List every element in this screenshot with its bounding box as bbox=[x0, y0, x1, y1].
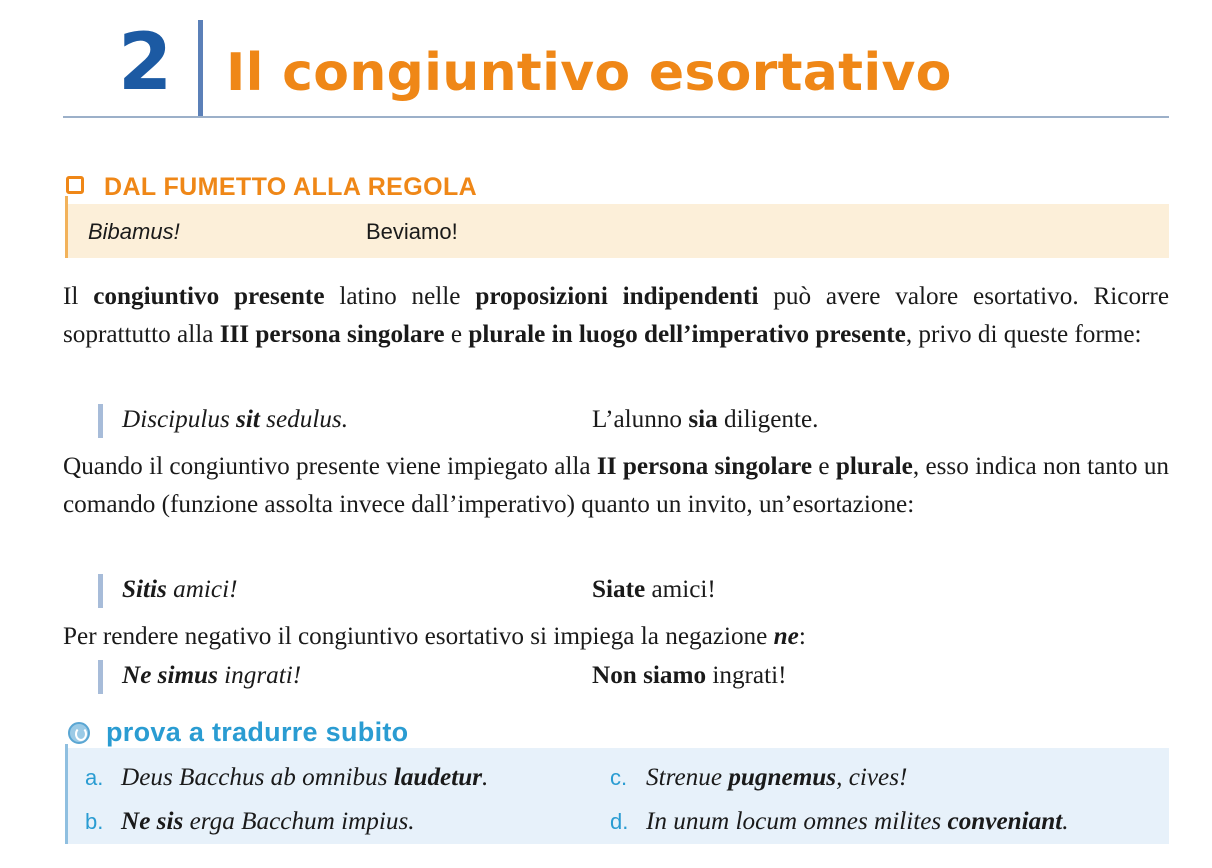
bold-term: laudetur bbox=[393, 764, 483, 791]
text: amici! bbox=[645, 576, 716, 603]
square-bullet-icon bbox=[66, 176, 84, 194]
text: Discipulus bbox=[122, 406, 237, 433]
item-letter: b. bbox=[85, 809, 104, 834]
text: Per rendere negativo il congiuntivo esortativo si impiega la negazione bbox=[63, 623, 774, 650]
item-letter: a. bbox=[85, 765, 104, 790]
bold-term: Non siamo bbox=[592, 662, 707, 689]
item-letter: d. bbox=[610, 809, 629, 834]
exercise-item-d bbox=[610, 804, 1069, 840]
bold-term: III persona singolare bbox=[219, 321, 445, 348]
text: ingrati! bbox=[706, 662, 787, 689]
text: Il bbox=[63, 283, 94, 310]
bold-term: II persona singolare bbox=[596, 453, 813, 480]
item-letter: c. bbox=[610, 765, 628, 790]
prova-heading: prova a tradurre subito bbox=[106, 717, 409, 747]
rule-paragraph-1 bbox=[63, 278, 1169, 354]
text: Quando il congiuntivo presente viene impiegato alla bbox=[63, 453, 597, 480]
bold-term: Sitis bbox=[122, 576, 167, 603]
item-text bbox=[646, 808, 1069, 835]
example-row-2 bbox=[98, 572, 1098, 608]
example-bar bbox=[98, 660, 103, 694]
clock-icon bbox=[68, 722, 90, 744]
text: sedulus. bbox=[259, 406, 349, 433]
fumetto-latin: Bibamus! bbox=[88, 219, 180, 244]
bold-term: pugnemus bbox=[728, 764, 837, 791]
example-latin bbox=[122, 402, 348, 438]
text: ingrati! bbox=[217, 662, 302, 689]
text: Strenue bbox=[646, 764, 729, 791]
example-bar bbox=[98, 404, 103, 438]
chapter-header bbox=[0, 0, 1212, 130]
bold-term: proposizioni indipendenti bbox=[475, 283, 759, 310]
bold-term: Ne simus bbox=[122, 662, 218, 689]
bold-term: Siate bbox=[592, 576, 646, 603]
text: : bbox=[798, 623, 806, 650]
bold-term: conveniant bbox=[947, 808, 1063, 835]
text: e bbox=[812, 453, 836, 480]
text: . bbox=[482, 764, 489, 791]
example-latin bbox=[122, 572, 237, 608]
text: erga Bacchum impius. bbox=[183, 808, 415, 835]
bold-term: sit bbox=[236, 406, 260, 433]
example-italian bbox=[592, 658, 787, 694]
bold-term: plurale in luogo dell’imperativo presente bbox=[468, 321, 906, 348]
item-text bbox=[121, 764, 488, 791]
text: . bbox=[1062, 808, 1069, 835]
exercise-item-b bbox=[85, 804, 415, 840]
bold-term: sia bbox=[688, 406, 718, 433]
chapter-number: 2 bbox=[118, 18, 173, 108]
item-text bbox=[646, 764, 907, 791]
example-row-1 bbox=[98, 402, 1098, 438]
example-bar bbox=[98, 574, 103, 608]
fumetto-box bbox=[68, 204, 1169, 258]
text: , cives! bbox=[836, 764, 908, 791]
text: può avere valore esortativo. Ricorre soprattutto alla bbox=[63, 283, 1170, 348]
text: In unum locum omnes milites bbox=[646, 808, 948, 835]
bold-term: congiuntivo presente bbox=[93, 283, 325, 310]
example-row-3 bbox=[98, 658, 1098, 694]
bold-term: Ne sis bbox=[121, 808, 184, 835]
text: e bbox=[444, 321, 469, 348]
text: , esso indica non tanto un comando (funzione assolta invece dall’imperativo) quanto un invito, un’esortazione: bbox=[63, 453, 1170, 518]
example-latin bbox=[122, 658, 301, 694]
text: amici! bbox=[166, 576, 238, 603]
fumetto-italian: Beviamo! bbox=[366, 219, 458, 244]
text: L’alunno bbox=[592, 406, 689, 433]
example-italian bbox=[592, 402, 818, 438]
rule-paragraph-3 bbox=[63, 618, 1169, 656]
example-italian bbox=[592, 572, 716, 608]
text: latino nelle bbox=[324, 283, 476, 310]
bold-term: ne bbox=[773, 623, 799, 650]
bold-term: plurale bbox=[835, 453, 913, 480]
exercise-item-c bbox=[610, 760, 907, 796]
item-text bbox=[121, 808, 415, 835]
text: , privo di queste forme: bbox=[905, 321, 1142, 348]
text: Deus Bacchus ab omnibus bbox=[121, 764, 394, 791]
text: diligente. bbox=[717, 406, 819, 433]
fumetto-heading: DAL FUMETTO ALLA REGOLA bbox=[104, 173, 478, 201]
rule-paragraph-2 bbox=[63, 448, 1169, 524]
header-rule bbox=[63, 116, 1169, 118]
header-divider bbox=[198, 20, 203, 118]
chapter-title: Il congiuntivo esortativo bbox=[226, 43, 952, 103]
exercise-item-a bbox=[85, 760, 488, 796]
